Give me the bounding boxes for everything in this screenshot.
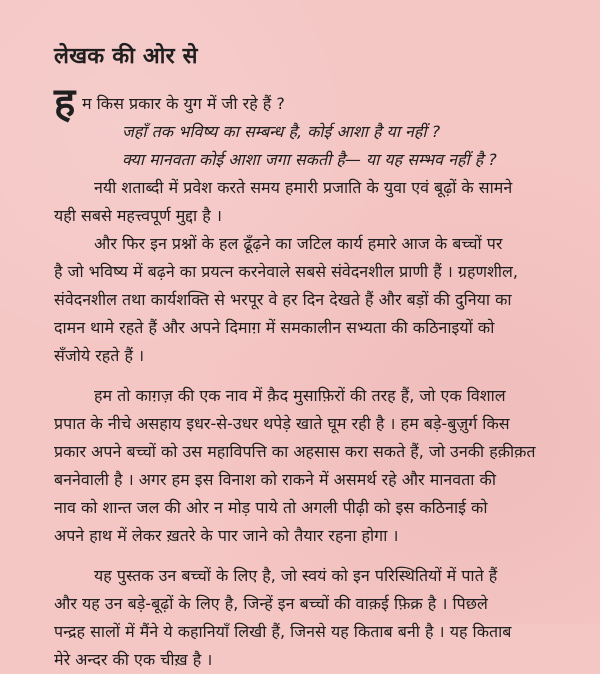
paragraph-4	[54, 562, 552, 674]
paragraph-2	[54, 230, 552, 370]
paragraph-3-line-1: हम तो काग़ज़ की एक नाव में क़ैद मुसाफ़िरों की तरह हैं, जो एक विशाल	[94, 386, 506, 406]
paragraph-3-line-5: नाव को शान्त जल की ओर न मोड़ पाये तो अगली पीढ़ी को इस कठिनाई को	[54, 498, 488, 518]
paragraph-3-line-6: अपने हाथ में लेकर ख़तरे के पार जाने को तैयार रहना होगा ।	[54, 526, 399, 546]
intro-text	[82, 90, 552, 174]
paragraph-2-line-5: सँजोये रहते हैं ।	[54, 346, 145, 366]
paragraph-2-line-3: संवेदनशील तथा कार्यशक्ति से भरपूर वे हर दिन देखते हैं और बड़ों की दुनिया का	[54, 290, 512, 310]
paragraph-2-line-2: है जो भविष्य में बढ़ने का प्रयत्न करनेवाले सबसे संवेदनशील प्राणी हैं । ग्रहणशील,	[54, 262, 518, 282]
paragraph-spacer	[54, 550, 552, 562]
paragraph-4-line-4: मेरे अन्दर की एक चीख़ है ।	[54, 650, 213, 670]
dropcap-letter: ह	[54, 80, 76, 127]
intro-line-3: क्या मानवता कोई आशा जगा सकती है— या यह सम्भव नहीं है ?	[122, 150, 497, 170]
paragraph-1-line-2: यही सबसे महत्त्वपूर्ण मुद्दा है ।	[54, 206, 222, 226]
paragraph-1-line-1: नयी शताब्दी में प्रवेश करते समय हमारी प्रजाति के युवा एवं बूढ़ों के सामने	[94, 178, 513, 198]
paragraph-3-line-2: प्रपात के नीचे असहाय इधर-से-उधर थपेड़े खाते घूम रही है । हम बड़े-बुज़ुर्ग किस	[54, 414, 510, 434]
paragraph-4-line-1: यह पुस्तक उन बच्चों के लिए है, जो स्वयं को इन परिस्थितियों में पाते हैं	[94, 566, 498, 586]
paragraph-3-line-3: प्रकार अपने बच्चों को उस महाविपत्ति का अहसास करा सकते हैं, जो उनकी हक़ीक़त	[54, 442, 536, 462]
paragraph-1	[54, 174, 552, 230]
paragraph-4-line-2: और यह उन बड़े-बूढ़ों के लिए है, जिन्हें इन बच्चों की वाक़ई फ़िक्र है । पिछले	[54, 594, 488, 614]
intro-line-1: म किस प्रकार के युग में जी रहे हैं ?	[82, 94, 285, 114]
paragraph-3	[54, 382, 552, 550]
paragraph-spacer	[54, 370, 552, 382]
body-text	[54, 80, 552, 674]
paragraph-2-line-4: दामन थामे रहते हैं और अपने दिमाग़ में समकालीन सभ्यता की कठिनाइयों को	[54, 318, 495, 338]
intro-block	[54, 80, 552, 174]
intro-line-2: जहाँ तक भविष्य का सम्बन्ध है, कोई आशा है या नहीं ?	[122, 122, 441, 142]
page-title: लेखक की ओर से	[54, 44, 198, 69]
paragraph-4-line-3: पन्द्रह सालों में मैंने ये कहानियाँ लिखी हैं, जिनसे यह किताब बनी है । यह किताब	[54, 622, 512, 642]
paragraph-3-line-4: बननेवाली है । अगर हम इस विनाश को राकने में असमर्थ रहे और मानवता की	[54, 470, 496, 490]
paragraph-2-line-1: और फिर इन प्रश्नों के हल ढूँढ़ने का जटिल कार्य हमारे आज के बच्चों पर	[94, 234, 503, 254]
